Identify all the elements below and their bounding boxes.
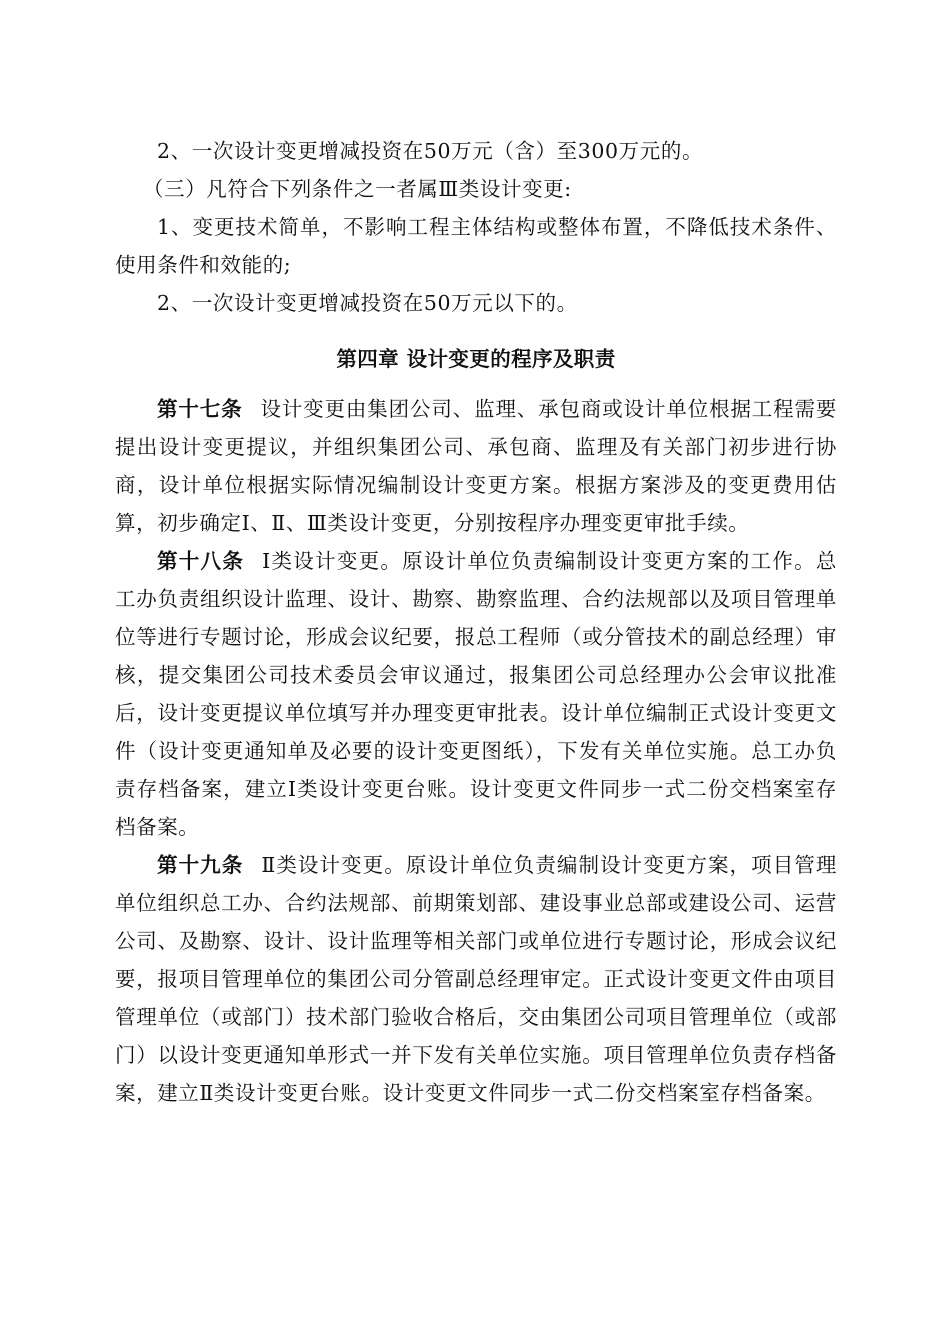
clause-1-simple-change: 1、变更技术简单，不影响工程主体结构或整体布置，不降低技术条件、使用条件和效能的; — [115, 215, 837, 277]
article-text: Ⅱ类设计变更。原设计单位负责编制设计变更方案，项目管理单位组织总工办、合约法规部、前期策划部、建设事业总部或建设公司、运营公司、及勘察、设计、设计监理等相关部门或单位进行专题讨论，形成会议纪要，报项目管理单位的集团公司分管副总经理审定。正式设计变更文件由项目管理单位（或部门）技术部门验收合格后，交由集团公司项目管理单位（或部门）以设计变更通知单形式一并下发有关单位实施。项目管理单位负责存档备案，建立Ⅱ类设计变更台账。设计变更文件同步一式二份交档案室存档备案。 — [115, 853, 837, 1105]
section-three-heading: （三）凡符合下列条件之一者属Ⅲ类设计变更: — [143, 177, 572, 201]
article-number: 第十七条 — [157, 397, 243, 421]
article-number: 第十八条 — [157, 549, 245, 573]
clause-2-50-to-300: 2、一次设计变更增减投资在50万元（含）至300万元的。 — [157, 139, 704, 163]
article-17 — [115, 390, 837, 542]
article-text: 设计变更由集团公司、监理、承包商或设计单位根据工程需要提出设计变更提议，并组织集团公司、承包商、监理及有关部门初步进行协商，设计单位根据实际情况编制设计变更方案。根据方案涉及的变更费用估算，初步确定Ⅰ、Ⅱ、Ⅲ类设计变更，分别按程序办理变更审批手续。 — [115, 397, 837, 535]
document-body — [115, 132, 837, 1112]
article-text: Ⅰ类设计变更。原设计单位负责编制设计变更方案的工作。总工办负责组织设计监理、设计、勘察、勘察监理、合约法规部以及项目管理单位等进行专题讨论，形成会议纪要，报总工程师（或分管技术的副总经理）审核，提交集团公司技术委员会审议通过，报集团公司总经理办公会审议批准后，设计变更提议单位填写并办理变更审批表。设计单位编制正式设计变更文件（设计变更通知单及必要的设计变更图纸），下发有关单位实施。总工办负责存档备案，建立Ⅰ类设计变更台账。设计变更文件同步一式二份交档案室存档备案。 — [115, 549, 837, 839]
article-18 — [115, 542, 837, 846]
chapter-title: 第四章 设计变更的程序及职责 — [336, 347, 616, 371]
article-19 — [115, 846, 837, 1112]
clause-2-below-50: 2、一次设计变更增减投资在50万元以下的。 — [157, 291, 578, 315]
article-number: 第十九条 — [157, 853, 244, 877]
